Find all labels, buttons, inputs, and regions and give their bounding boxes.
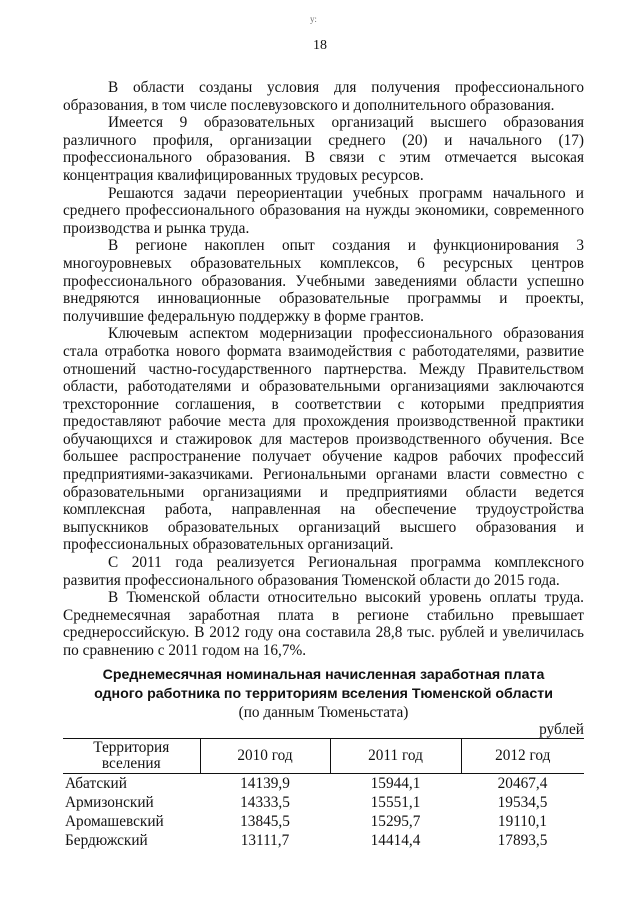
- value-cell: 15551,1: [370, 794, 421, 811]
- column-header-territory: Территория вселения: [63, 739, 200, 774]
- value-cell: 13111,7: [240, 832, 290, 849]
- table-row: [63, 831, 584, 850]
- paragraph: Имеется 9 образовательных организаций высшего образования различного профиля, организации среднего (20) и начального (17) профессионального образования. В связи с этим отмечается высокая концентрация квалифицированных трудовых ресурсов.: [63, 114, 584, 184]
- territory-cell: Бердюжский: [65, 832, 148, 849]
- column-header-2012: 2012 год: [461, 739, 584, 774]
- paragraph: С 2011 года реализуется Региональная программа комплексного развития профессионального образования Тюменской области до 2015 года.: [63, 554, 584, 589]
- paragraph: В Тюменской области относительно высокий уровень оплаты труда. Среднемесячная заработная плата в регионе стабильно превышает среднероссийскую. В 2012 году она составила 28,8 тыс. рублей и увеличилась по сравнению с 2011 годом на 16,7%.: [63, 589, 584, 659]
- value-cell: 19534,5: [497, 794, 548, 811]
- territory-cell: Аромашевский: [65, 813, 164, 830]
- value-cell: 15295,7: [370, 813, 421, 830]
- salary-table: [63, 738, 584, 850]
- value-cell: 17893,5: [497, 832, 548, 849]
- value-cell: 14139,9: [240, 775, 290, 792]
- table-title-line: Среднемесячная номинальная начисленная заработная плата: [102, 667, 545, 683]
- territory-cell: Абатский: [65, 775, 127, 792]
- paragraph: Ключевым аспектом модернизации профессионального образования стала отработка нового формата взаимодействия с работодателями, развитие отношений частно-государственного партнерства. Между Правительством области, работодателями и образовательными организациями заключаются трехсторонние соглашения, в соответствии с которыми предприятия предоставляют рабочие места для прохождения производственной практики обучающихся и стажировок для мастеров производственного обучения. Все большее распространение получает обучение кадров рабочих профессий предприятиями-заказчиками. Региональными органами власти совместно с образовательными организациями и предприятиями области ведется комплексная работа, направленная на обеспечение трудоустройства выпускников образовательных организаций высшего образования и профессиональных образовательных организаций.: [63, 325, 584, 554]
- table-source-note: (по данным Тюменьстата): [238, 704, 409, 721]
- table-title: [63, 666, 584, 704]
- value-cell: 15944,1: [370, 775, 421, 792]
- body-text: [63, 79, 584, 660]
- table-row: [63, 793, 584, 812]
- value-cell: 13845,5: [240, 813, 290, 830]
- table-unit-label: рублей: [539, 721, 584, 738]
- value-cell: 14414,4: [370, 832, 421, 849]
- value-cell: 19110,1: [497, 813, 548, 830]
- value-cell: 14333,5: [240, 794, 290, 811]
- paragraph: В области созданы условия для получения профессионального образования, в том числе послевузовского и дополнительного образования.: [63, 79, 584, 114]
- page-number: 18: [313, 38, 327, 53]
- table-row: [63, 812, 584, 831]
- table-header-row: [63, 739, 584, 774]
- column-header-2010: 2010 год: [200, 739, 330, 774]
- column-header-2011: 2011 год: [330, 739, 461, 774]
- corner-mark: у:: [310, 14, 317, 24]
- table-title-line: одного работника по территориям вселения Тюменской области: [94, 686, 553, 702]
- territory-cell: Армизонский: [65, 794, 154, 811]
- value-cell: 20467,4: [497, 775, 548, 792]
- table-row: [63, 774, 584, 794]
- paragraph: Решаются задачи переориентации учебных программ начального и среднего профессионального образования на нужды экономики, современного производства и рынка труда.: [63, 184, 584, 237]
- paragraph: В регионе накоплен опыт создания и функционирования 3 многоуровневых образовательных комплексов, 6 ресурсных центров профессионального образования. Учебными заведениями области успешно внедряются инновационные образовательные программы и проекты, получившие федеральную поддержку в форме грантов.: [63, 237, 584, 325]
